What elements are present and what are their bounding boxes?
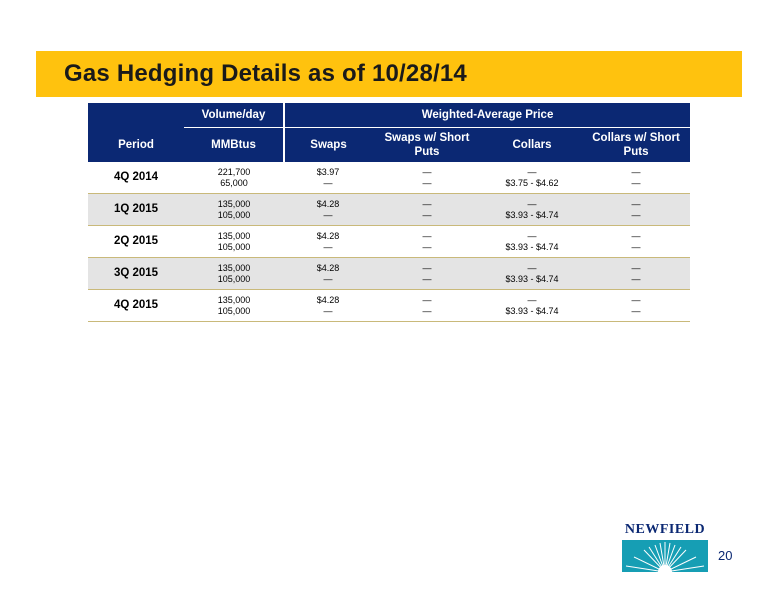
cell-value: 105,000 [217,209,251,220]
page-title: Gas Hedging Details as of 10/28/14 [64,60,467,87]
cell-collars [482,226,582,258]
cell-swaps [284,290,372,322]
cell-value: $3.97 [316,166,340,177]
logo-wordmark: NEWFIELD [624,522,706,537]
cell-collars-short-puts [582,162,690,194]
cell-value: — [422,209,432,220]
cell-value: 105,000 [217,305,251,316]
cell-value: — [631,294,641,305]
cell-value: — [422,166,432,177]
cell-value: 105,000 [217,273,251,284]
sunburst-logo-icon [622,540,708,572]
cell-swaps-short-puts [372,258,482,290]
cell-swaps-short-puts [372,290,482,322]
cell-value: 65,000 [220,177,248,188]
cell-value: $4.28 [316,230,340,241]
cell-value: 135,000 [217,198,251,209]
cell-value: $3.93 - $4.74 [505,273,559,284]
table-row [88,290,690,322]
header-swaps-short-puts: Swaps w/ Short Puts [372,128,482,163]
page-number: 20 [718,548,733,563]
cell-collars [482,290,582,322]
cell-value: $3.93 - $4.74 [505,209,559,220]
cell-value: 221,700 [217,166,251,177]
cell-mmbtus [184,290,284,322]
cell-value: — [631,209,641,220]
cell-value: — [631,273,641,284]
cell-value: 105,000 [217,241,251,252]
table-row [88,194,690,226]
header-volume-day: Volume/day [184,103,284,128]
header-blank [88,103,184,128]
cell-value: — [527,198,537,209]
cell-swaps [284,194,372,226]
cell-collars-short-puts [582,258,690,290]
cell-swaps [284,226,372,258]
cell-value: — [422,262,432,273]
cell-value: — [323,177,333,188]
cell-value: — [631,177,641,188]
cell-value: — [631,166,641,177]
cell-value: — [527,294,537,305]
header-collars-short-puts: Collars w/ Short Puts [582,128,690,163]
cell-swaps [284,258,372,290]
cell-collars [482,162,582,194]
cell-mmbtus [184,194,284,226]
cell-value: — [631,262,641,273]
cell-value: — [323,305,333,316]
cell-value: 135,000 [217,230,251,241]
cell-value: — [527,262,537,273]
cell-collars-short-puts [582,194,690,226]
cell-mmbtus [184,162,284,194]
cell-value: — [631,305,641,316]
cell-value: $3.93 - $4.74 [505,241,559,252]
table-row [88,162,690,194]
cell-value: — [422,230,432,241]
cell-swaps [284,162,372,194]
cell-value: — [422,273,432,284]
newfield-logo [621,522,709,572]
header-weighted-average-price: Weighted-Average Price [284,103,690,128]
cell-period: 3Q 2015 [88,258,184,290]
table-row [88,258,690,290]
cell-value: — [422,241,432,252]
cell-value: — [527,230,537,241]
cell-value: — [631,241,641,252]
cell-collars [482,194,582,226]
header-period: Period [88,128,184,163]
cell-value: $3.93 - $4.74 [505,305,559,316]
cell-swaps-short-puts [372,162,482,194]
header-swaps: Swaps [284,128,372,163]
cell-value: — [631,198,641,209]
cell-value: — [422,305,432,316]
cell-period: 4Q 2015 [88,290,184,322]
cell-period: 4Q 2014 [88,162,184,194]
cell-value: — [422,177,432,188]
cell-collars [482,258,582,290]
cell-value: $4.28 [316,294,340,305]
cell-swaps-short-puts [372,226,482,258]
cell-value: — [323,273,333,284]
cell-collars-short-puts [582,226,690,258]
cell-value: 135,000 [217,294,251,305]
cell-period: 1Q 2015 [88,194,184,226]
cell-value: — [323,209,333,220]
cell-value: — [422,294,432,305]
table-row [88,226,690,258]
header-mmbtus: MMBtus [184,128,284,163]
cell-value: — [422,198,432,209]
cell-value: $4.28 [316,262,340,273]
cell-collars-short-puts [582,290,690,322]
cell-swaps-short-puts [372,194,482,226]
hedging-table [88,103,690,322]
cell-value: 135,000 [217,262,251,273]
cell-mmbtus [184,226,284,258]
cell-mmbtus [184,258,284,290]
cell-value: — [631,230,641,241]
cell-value: $4.28 [316,198,340,209]
cell-value: — [527,166,537,177]
cell-value: — [323,241,333,252]
cell-value: $3.75 - $4.62 [505,177,559,188]
cell-period: 2Q 2015 [88,226,184,258]
header-collars: Collars [482,128,582,163]
